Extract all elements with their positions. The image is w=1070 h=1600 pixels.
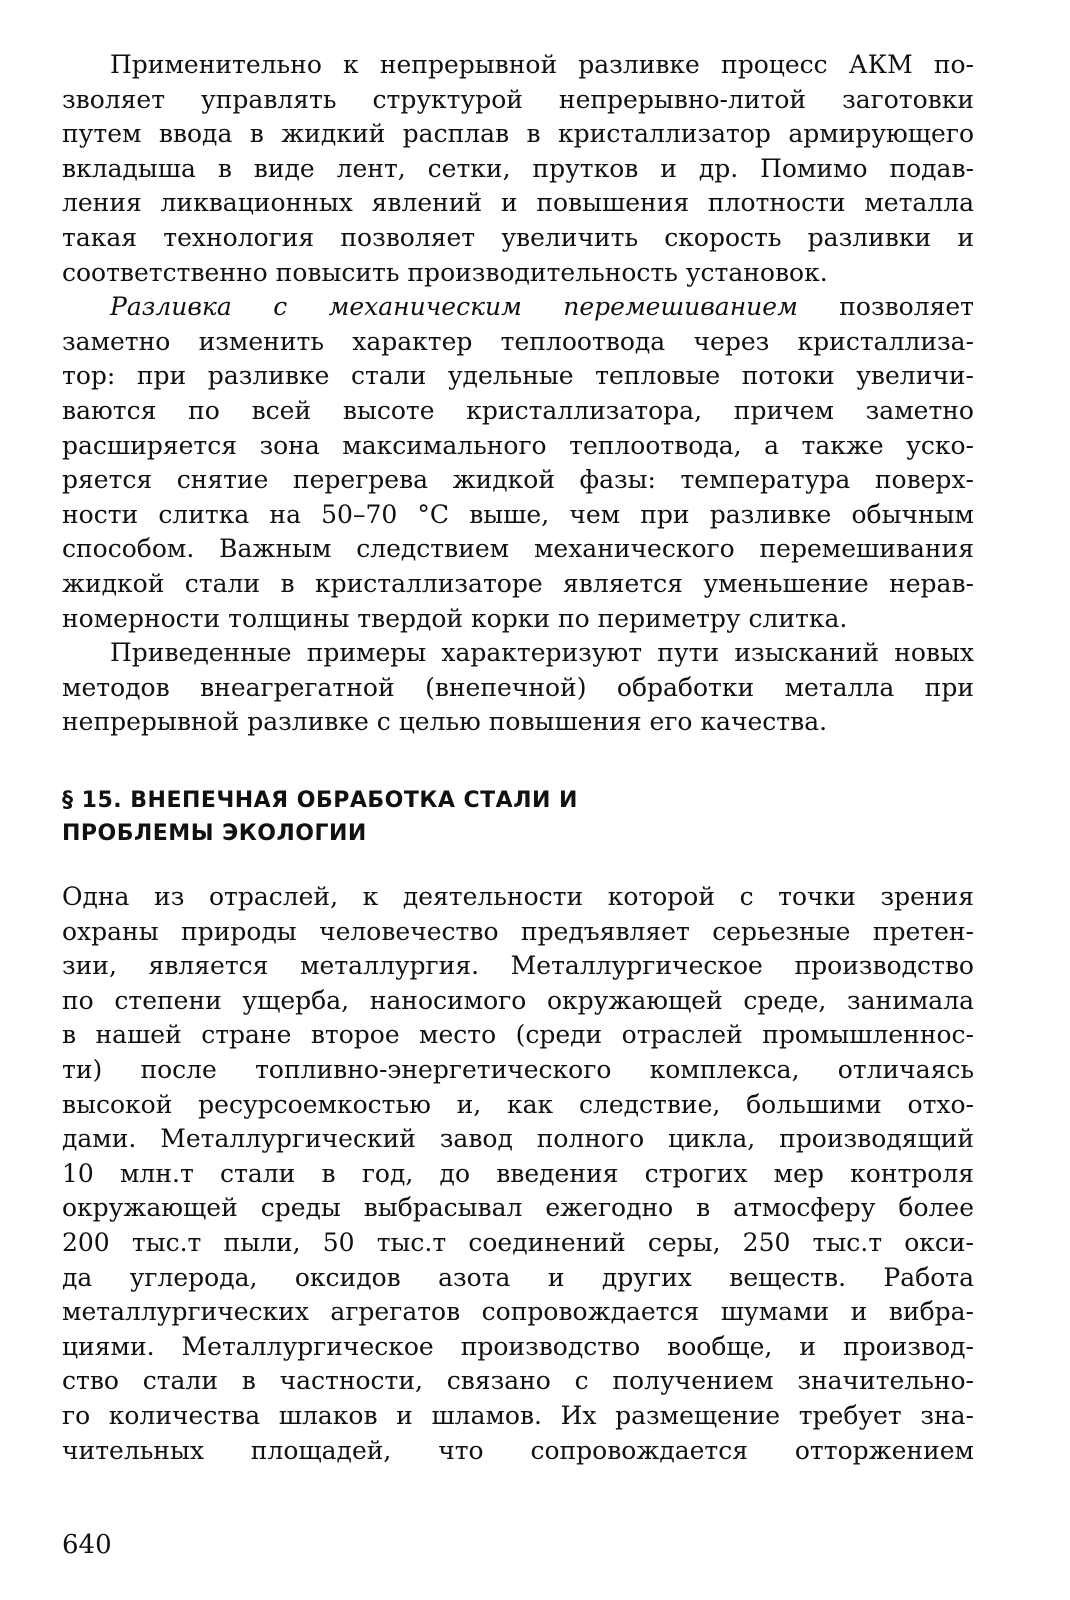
paragraph-line: дами. Металлургический завод полного цикла, производящий bbox=[62, 1124, 974, 1154]
paragraph-line: ство стали в частности, связано с получением значительно- bbox=[62, 1366, 974, 1396]
paragraph-line: способом. Важным следствием механического перемешивания bbox=[62, 534, 974, 564]
paragraph-line: Применительно к непрерывной разливке процесс АКМ по- bbox=[110, 50, 974, 79]
paragraph-line: чительных площадей, что сопровождается отторжением bbox=[62, 1435, 974, 1465]
paragraph-line: такая технология позволяет увеличить скорость разливки и bbox=[62, 222, 974, 252]
paragraph-line: вкладыша в виде лент, сетки, прутков и др. Помимо подав- bbox=[62, 153, 974, 183]
paragraph-line: Одна из отраслей, к деятельности которой с точки зрения bbox=[62, 882, 974, 911]
paragraph-line: окружающей среды выбрасывал ежегодно в атмосферу более bbox=[62, 1193, 974, 1223]
paragraph-line: зии, является металлургия. Металлургическое производство bbox=[62, 951, 974, 981]
paragraph-line: методов внеагрегатной (внепечной) обработки металла при bbox=[62, 672, 974, 702]
paragraph-line: расширяется зона максимального теплоотвода, а также уско- bbox=[62, 430, 974, 460]
section-heading bbox=[62, 784, 762, 850]
paragraph-line: металлургических агрегатов сопровождается шумами и вибра- bbox=[62, 1297, 974, 1327]
paragraph-line: путем ввода в жидкий расплав в кристаллизатор армирующего bbox=[62, 119, 974, 149]
paragraph-line: непрерывной разливке с целью повышения его качества. bbox=[62, 707, 828, 737]
paragraph-line-rest: позволяет bbox=[839, 292, 974, 322]
paragraph-line: Приведенные примеры характеризуют пути изысканий новых bbox=[110, 638, 974, 668]
paragraph-line: ности слитка на 50–70 °С выше, чем при разливке обычным bbox=[62, 499, 974, 529]
text-block-section bbox=[62, 880, 974, 1468]
paragraph-line: в нашей стране второе место (среди отраслей промышленнос- bbox=[62, 1020, 974, 1050]
paragraph-line-with-italic bbox=[62, 290, 974, 325]
paragraph-line: 200 тыс.т пыли, 50 тыс.т соединений серы, 250 тыс.т окси- bbox=[62, 1227, 974, 1257]
page-number: 640 bbox=[62, 1530, 112, 1560]
italic-term: Разливка с механическим перемешиванием bbox=[110, 292, 798, 322]
paragraph-line: соответственно повысить производительность установок. bbox=[62, 257, 828, 287]
paragraph-line: жидкой стали в кристаллизаторе является уменьшение нерав- bbox=[62, 568, 974, 598]
paragraph-line: го количества шлаков и шламов. Их размещение требует зна- bbox=[62, 1400, 974, 1430]
paragraph-line: заметно изменить характер теплоотвода через кристаллиза- bbox=[62, 326, 974, 356]
paragraph-line: номерности толщины твердой корки по периметру слитка. bbox=[62, 603, 848, 633]
text-block-top bbox=[62, 48, 974, 740]
paragraph-line: циями. Металлургическое производство вообще, и производ- bbox=[62, 1331, 974, 1361]
paragraph-line: ваются по всей высоте кристаллизатора, причем заметно bbox=[62, 395, 974, 425]
paragraph-line: зволяет управлять структурой непрерывно-литой заготовки bbox=[62, 84, 974, 114]
paragraph-line: ряется снятие перегрева жидкой фазы: температура поверх- bbox=[62, 465, 974, 495]
paragraph-line: охраны природы человечество предъявляет серьезные претен- bbox=[62, 916, 974, 946]
section-heading-line: § 15. ВНЕПЕЧНАЯ ОБРАБОТКА СТАЛИ И bbox=[62, 788, 578, 813]
paragraph-line: тор: при разливке стали удельные тепловые потоки увеличи- bbox=[62, 361, 974, 391]
paragraph-line: высокой ресурсоемкостью и, как следствие, большими отхо- bbox=[62, 1089, 974, 1119]
paragraph-line: по степени ущерба, наносимого окружающей среде, занимала bbox=[62, 985, 974, 1015]
section-heading-line: ПРОБЛЕМЫ ЭКОЛОГИИ bbox=[62, 821, 367, 846]
paragraph-line: 10 млн.т стали в год, до введения строгих мер контроля bbox=[62, 1158, 974, 1188]
paragraph-line: ления ликвационных явлений и повышения плотности металла bbox=[62, 188, 974, 218]
paragraph-line: да углерода, оксидов азота и других веществ. Работа bbox=[62, 1262, 974, 1292]
paragraph-line: ти) после топливно-энергетического комплекса, отличаясь bbox=[62, 1054, 974, 1084]
